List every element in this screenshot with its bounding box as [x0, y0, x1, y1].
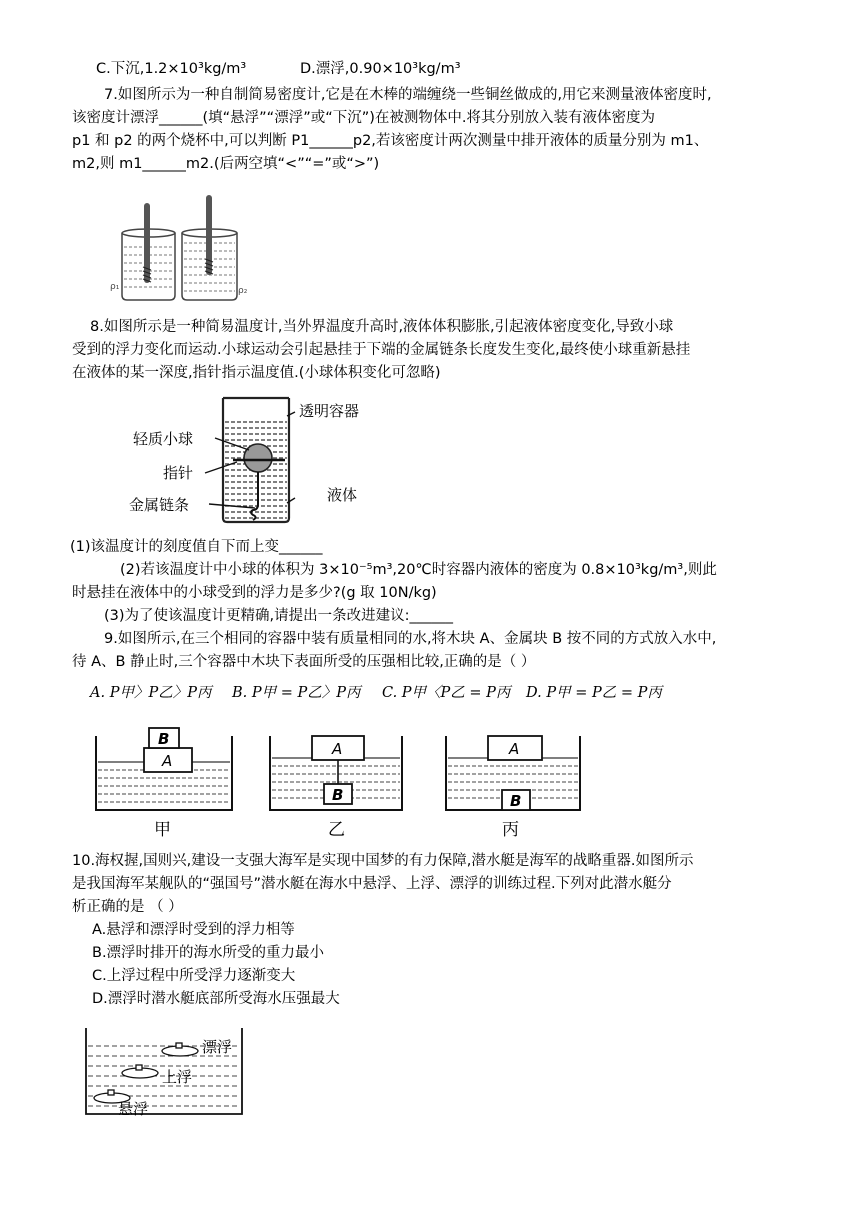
q8-sub1: (1)该温度计的刻度值自下而上变______	[70, 539, 323, 555]
q9-option-a: A. P甲〉P乙〉P丙	[90, 685, 212, 701]
q8-label-liquid: 液体	[327, 486, 358, 504]
q8-thermometer-figure	[125, 388, 400, 528]
caption-bing: 丙	[502, 820, 519, 840]
q6-option-d: D.漂浮,0.90×10³kg/m³	[300, 61, 461, 77]
jia-block-b: B	[158, 730, 170, 748]
jia-block-a: A	[162, 752, 173, 770]
yi-block-b: B	[332, 786, 344, 804]
container-yi	[270, 736, 402, 840]
q10-text-line3: 析正确的是 （ ）	[72, 899, 183, 915]
q7-densimeter-figure	[110, 195, 260, 307]
q10-option-a: A.悬浮和漂浮时受到的浮力相等	[92, 922, 295, 938]
yi-block-a: A	[332, 740, 343, 758]
q7-text-line3: p1 和 p2 的两个烧杯中,可以判断 P1______p2,若该密度计两次测量中排开液体的质量分别为 m1、	[72, 133, 709, 149]
q9-containers-figure	[92, 722, 592, 842]
q8-text-line2: 受到的浮力变化而运动.小球运动会引起悬挂于下端的金属链条长度发生变化,最终使小球重新悬挂	[72, 342, 691, 358]
q8-sub2-line1: (2)若该温度计中小球的体积为 3×10⁻⁵m³,20℃时容器内液体的密度为 0.8×10³kg/m³,则此	[120, 562, 717, 578]
q10-text-line2: 是我国海军某舰队的“强国号”潜水艇在海水中悬浮、上浮、漂浮的训练过程.下列对此潜水艇分	[72, 876, 672, 892]
container-bing	[446, 736, 580, 840]
q9-text-line2: 待 A、B 静止时,三个容器中木块下表面所受的压强相比较,正确的是（ ）	[72, 654, 536, 670]
container-jia	[96, 728, 232, 840]
q9-option-d: D. P甲 = P乙 = P丙	[526, 685, 662, 701]
q10-option-b: B.漂浮时排开的海水所受的重力最小	[92, 945, 325, 961]
q7-text-line2: 该密度计漂浮______(填“悬浮”“漂浮”或“下沉”)在被测物体中.将其分别放入装有液体密度为	[72, 110, 655, 126]
q10-option-d: D.漂浮时潜水艇底部所受海水压强最大	[92, 991, 340, 1007]
q8-label-pointer: 指针	[163, 464, 194, 482]
q10-label-suspend: 悬浮	[118, 1100, 149, 1118]
q9-option-c: C. P甲〈P乙 = P丙	[382, 685, 511, 701]
q8-text-line3: 在液体的某一深度,指针指示温度值.(小球体积变化可忽略)	[72, 365, 441, 381]
bing-block-b: B	[510, 792, 522, 810]
q7-text-line4: m2,则 m1______m2.(后两空填“<”“=”或“>”)	[72, 156, 380, 172]
q8-label-chain: 金属链条	[129, 496, 190, 514]
q7-label-rho1: ρ₁	[110, 282, 120, 292]
q6-option-c: C.下沉,1.2×10³kg/m³	[96, 61, 247, 77]
q10-label-rise: 上浮	[162, 1068, 193, 1086]
q8-sub2-line2: 时悬挂在液体中的小球受到的浮力是多少?(g 取 10N/kg)	[72, 585, 437, 601]
q10-submarine-figure	[82, 1024, 247, 1120]
q8-label-container: 透明容器	[299, 402, 360, 420]
q10-label-float: 漂浮	[202, 1038, 233, 1056]
q7-text-line1: 7.如图所示为一种自制简易密度计,它是在木棒的端缠绕一些铜丝做成的,用它来测量液体密度时,	[104, 87, 712, 103]
q10-option-c: C.上浮过程中所受浮力逐渐变大	[92, 968, 296, 984]
q9-option-b: B. P甲 = P乙〉P丙	[232, 685, 361, 701]
caption-yi: 乙	[328, 820, 345, 840]
bing-block-a: A	[509, 740, 520, 758]
q8-label-ball: 轻质小球	[133, 430, 194, 448]
q7-label-rho2: ρ₂	[238, 286, 248, 296]
q10-text-line1: 10.海权握,国则兴,建设一支强大海军是实现中国梦的有力保障,潜水艇是海军的战略重器.如图所示	[72, 853, 694, 869]
q8-text-line1: 8.如图所示是一种简易温度计,当外界温度升高时,液体体积膨胀,引起液体密度变化,导致小球	[90, 319, 674, 335]
q8-sub3: (3)为了使该温度计更精确,请提出一条改进建议:______	[104, 608, 454, 624]
caption-jia: 甲	[154, 820, 171, 840]
q9-text-line1: 9.如图所示,在三个相同的容器中装有质量相同的水,将木块 A、金属块 B 按不同的方式放入水中,	[104, 631, 717, 647]
